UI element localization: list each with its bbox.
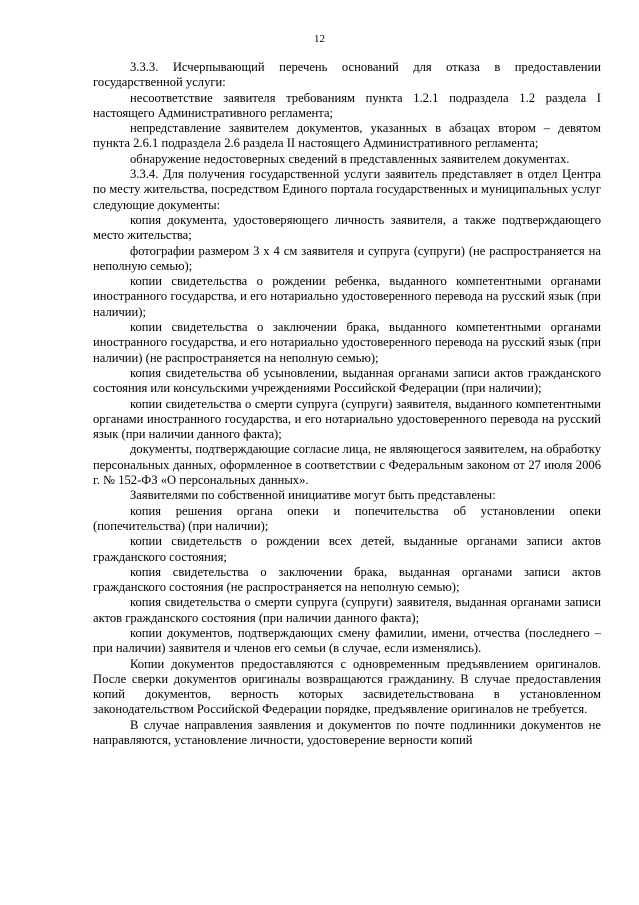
paragraph-optional-doc-3: копия свидетельства о заключении брака, выданная органами записи актов гражданского состояния (не распространяется на неполную семью); — [93, 564, 601, 595]
paragraph-required-doc-1: копия документа, удостоверяющего личность заявителя, а также подтверждающего место жительства; — [93, 212, 601, 243]
paragraph-originals-note: Копии документов предоставляются с одновременным предъявлением оригиналов. После сверки документов оригиналы возвращаются гражданину. В случае предоставления копий документов, верность которых засвидетельствована в установленном законодательством Российской Федерации порядке, предъявление оригиналов не требуется. — [93, 656, 601, 717]
paragraph-required-doc-3: копии свидетельства о рождении ребенка, выданного компетентными органами иностранного государства, и его нотариально удостоверенного перевода на русский язык (при наличии); — [93, 274, 601, 319]
paragraph-required-doc-2: фотографии размером 3 х 4 см заявителя и супруга (супруги) (не распространяется на неполную семью); — [93, 243, 601, 273]
paragraph-refusal-reason-3: обнаружение недостоверных сведений в представленных заявителем документах. — [130, 151, 570, 166]
paragraph-3-3-3-heading: 3.3.3. Исчерпывающий перечень оснований для отказа в предоставлении государственной услуги: — [93, 60, 601, 90]
paragraph-refusal-reason-2: непредставление заявителем документов, указанных в абзацах втором – девятом пункта 2.6.1 подраздела 2.6 раздела II настоящего Административного регламента; — [93, 121, 601, 151]
document-body — [93, 60, 601, 748]
paragraph-optional-doc-5: копии документов, подтверждающих смену фамилии, имени, отчества (последнего – при наличии) заявителя и членов его семьи (в случае, если изменялись). — [93, 625, 601, 656]
paragraph-refusal-reason-1: несоответствие заявителя требованиям пункта 1.2.1 подраздела 1.2 раздела I настоящего Административного регламента; — [93, 90, 601, 120]
paragraph-optional-doc-2: копии свидетельств о рождении всех детей, выданные органами записи актов гражданского состояния; — [93, 534, 601, 564]
page-number: 12 — [314, 33, 325, 45]
paragraph-optional-doc-4: копия свидетельства о смерти супруга (супруги) заявителя, выданная органами записи актов гражданского состояния (при наличии данного факта); — [93, 595, 601, 625]
paragraph-optional-doc-1: копия решения органа опеки и попечительства об установлении опеки (попечительства) (при наличии); — [93, 503, 601, 533]
paragraph-required-doc-4: копии свидетельства о заключении брака, выданного компетентными органами иностранного государства, и его нотариально удостоверенного перевода на русский язык (при наличии) (не распространяется на неполную семью); — [93, 320, 601, 365]
paragraph-optional-docs-heading: Заявителями по собственной инициативе могут быть представлены: — [130, 488, 496, 503]
paragraph-3-3-4-heading: 3.3.4. Для получения государственной услуги заявитель представляет в отдел Центра по месту жительства, посредством Единого портала государственных и муниципальных услуг следующие документы: — [93, 167, 601, 212]
paragraph-postal-submission: В случае направления заявления и документов по почте подлинники документов не направляются, установление личности, удостоверение верности копий — [93, 717, 601, 748]
paragraph-required-doc-7: документы, подтверждающие согласие лица, не являющегося заявителем, на обработку персональных данных, оформленное в соответствии с Федеральным законом от 27 июля 2006 г. № 152-ФЗ «О персональных данных». — [93, 442, 601, 488]
paragraph-required-doc-6: копии свидетельства о смерти супруга (супруги) заявителя, выданного компетентными органами иностранного государства, и его нотариально удостоверенного перевода на русский язык (при наличии данного факта); — [93, 396, 601, 442]
paragraph-required-doc-5: копия свидетельства об усыновлении, выданная органами записи актов гражданского состояния или консульскими учреждениями Российской Федерации (при наличии); — [93, 365, 601, 396]
